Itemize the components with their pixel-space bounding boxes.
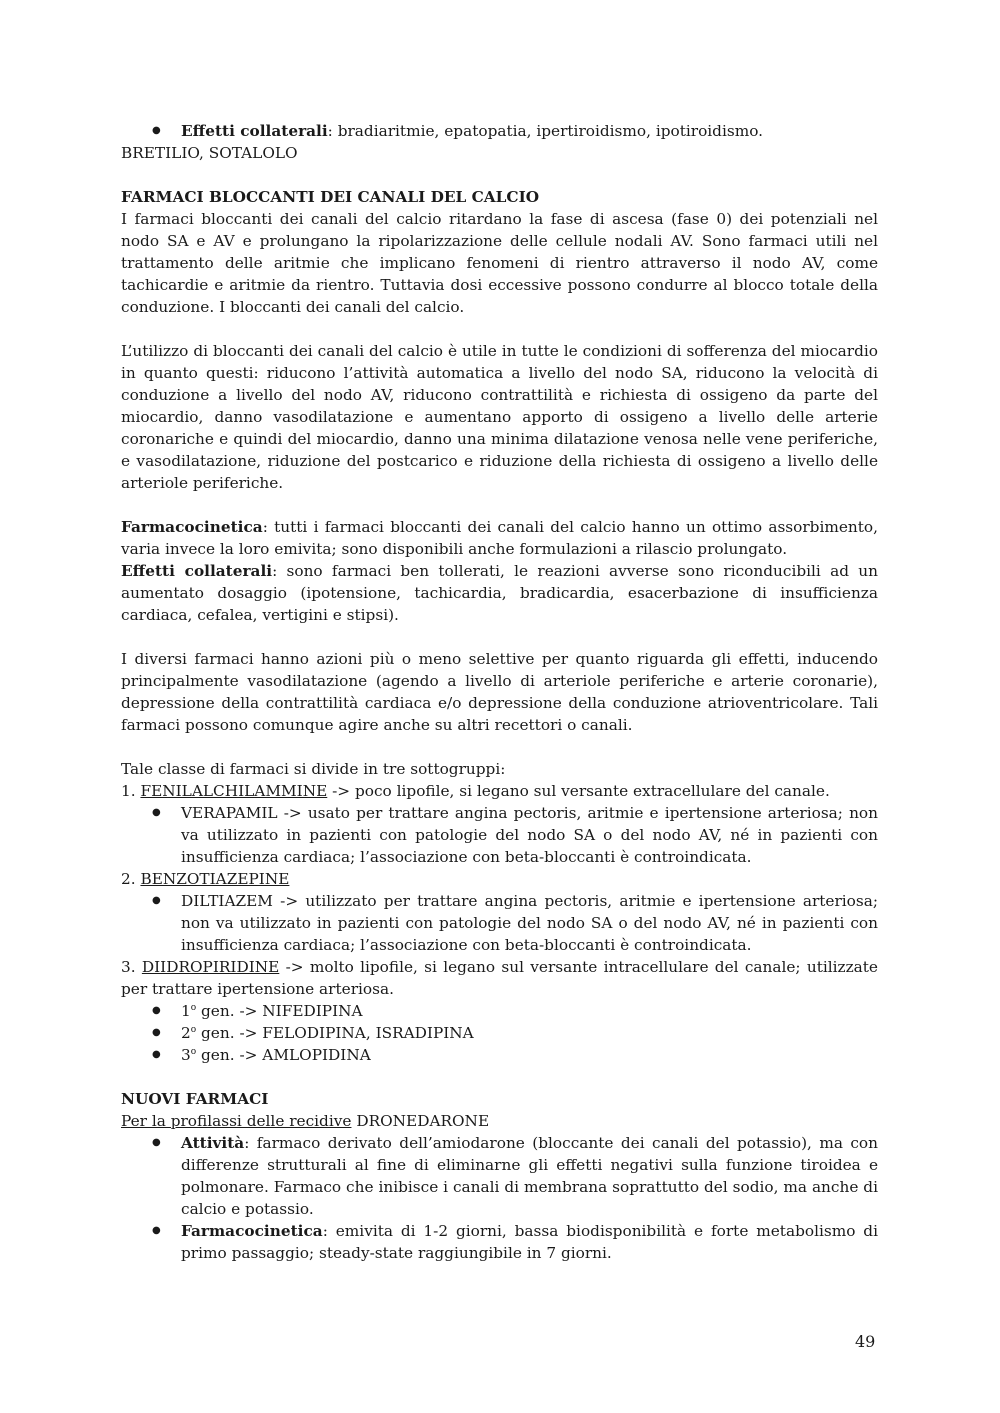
side-effects-text: : bradiaritmie, epatopatia, ipertiroidismo, ipotiroidismo. [327, 122, 764, 140]
bullet-icon: ● [152, 1027, 161, 1038]
calcium-heading: FARMACI BLOCCANTI DEI CANALI DEL CALCIO [121, 188, 540, 206]
new-drugs-heading: NUOVI FARMACI [121, 1090, 269, 1108]
page-number: 49 [855, 1332, 876, 1351]
group-1-line [121, 780, 878, 802]
side-effects-label: Effetti collaterali [181, 122, 328, 140]
calcium-paragraph-3: I diversi farmaci hanno azioni più o meno selettive per quanto riguarda gli effetti, inducendo principalmente vasodilatazione (agendo a livello di arteriole periferiche e arterie coronarie), depressione della contrattilità cardiaca e/o depressione della conduzione atrioventricolare. Tali farmaci possono comunque agire anche su altri recettori o canali. [121, 650, 878, 734]
group-3-desc: -> molto lipofile, si legano sul versante intracellulare del canale; utilizzate per trattare ipertensione arteriosa. [121, 958, 878, 998]
calcium-paragraph-1: I farmaci bloccanti dei canali del calcio ritardano la fase di ascesa (fase 0) dei potenziali nel nodo SA e AV e prolungano la ripolarizzazione delle cellule nodali AV. Sono farmaci utili nel trattamento delle aritmie che implicano fenomeni di rientro attraverso il nodo AV, come tachicardie e aritmie da rientro. Tuttavia dosi eccessive possono condurre al blocco totale della conduzione. I bloccanti dei canali del calcio. [121, 210, 878, 316]
generation-number: 2 [181, 1024, 191, 1042]
activity-label: Attività [181, 1134, 245, 1152]
group-2-number: 2. [121, 870, 141, 888]
generation-text: gen. -> FELODIPINA, ISRADIPINA [196, 1024, 474, 1042]
group-1-number: 1. [121, 782, 141, 800]
list-item [121, 890, 878, 956]
group-3-number: 3. [121, 958, 142, 976]
degree-sign: o [190, 1002, 197, 1013]
bullet-icon: ● [152, 125, 161, 136]
bullet-icon: ● [152, 1049, 161, 1060]
group-3-list [121, 1000, 878, 1066]
list-item [121, 802, 878, 868]
list-item [121, 1022, 878, 1044]
group-1-desc: -> poco lipofile, si legano sul versante extracellulare del canale. [327, 782, 830, 800]
list-item [121, 1044, 878, 1066]
bullet-icon: ● [152, 807, 161, 818]
pharmacokinetics-text: : emivita di 1-2 giorni, bassa biodisponibilità e forte metabolismo di primo passaggio; steady-state raggiungibile in 7 giorni. [181, 1222, 878, 1262]
pharmacokinetics-label: Farmacocinetica [181, 1222, 323, 1240]
group-3-line [121, 956, 878, 1000]
group-2-name: BENZOTIAZEPINE [140, 870, 290, 888]
new-drugs-intro-underlined: Per la profilassi delle recidive [121, 1112, 352, 1130]
subgroups-intro: Tale classe di farmaci si divide in tre sottogruppi: [121, 760, 506, 778]
list-item [121, 1132, 878, 1220]
calcium-side-effects [121, 560, 878, 626]
calcium-paragraph-2: L’utilizzo di bloccanti dei canali del calcio è utile in tutte le condizioni di sofferenza del miocardio in quanto questi: riducono l’attività automatica a livello del nodo SA, riducono la velocità di conduzione a livello del nodo AV, riducono contrattilità e richiesta di ossigeno da parte del miocardio, danno vasodilatazione e aumentano apporto di ossigeno a livello delle arterie coronariche e quindi del miocardio, danno una minima dilatazione venosa nelle vene periferiche, e vasodilatazione, riduzione del postcarico e riduzione della richiesta di ossigeno a livello delle arteriole periferiche. [121, 342, 878, 492]
group-1-name: FENILALCHILAMMINE [140, 782, 328, 800]
generation-number: 1 [181, 1002, 191, 1020]
new-drugs-list [121, 1132, 878, 1264]
group-3-name: DIIDROPIRIDINE [141, 958, 280, 976]
bullet-icon: ● [152, 895, 161, 906]
generation-number: 3 [181, 1046, 191, 1064]
list-item [121, 1000, 878, 1022]
generation-text: gen. -> NIFEDIPINA [196, 1002, 363, 1020]
list-item [121, 1220, 878, 1264]
bretilio-line: BRETILIO, SOTALOLO [121, 144, 298, 162]
diltiazem-text: DILTIAZEM -> utilizzato per trattare angina pectoris, aritmie e ipertensione arteriosa; non va utilizzato in pazienti con patologie del nodo SA o del nodo AV, né in pazienti con insufficienza cardiaca; l’associazione con beta-bloccanti è controindicata. [181, 892, 878, 954]
pharmacokinetics-text: : tutti i farmaci bloccanti dei canali del calcio hanno un ottimo assorbimento, varia invece la loro emivita; sono disponibili anche formulazioni a rilascio prolungato. [121, 518, 878, 558]
degree-sign: o [190, 1046, 197, 1057]
group-2-list [121, 890, 878, 956]
side-effects-label: Effetti collaterali [121, 562, 273, 580]
bullet-icon: ● [152, 1225, 161, 1236]
side-effects-list [121, 120, 878, 142]
calcium-pharmacokinetics [121, 516, 878, 560]
pharmacokinetics-label: Farmacocinetica [121, 518, 263, 536]
activity-text: : farmaco derivato dell’amiodarone (bloccante dei canali del potassio), ma con differenze strutturali al fine di eliminarne gli effetti negativi sulla funzione tiroidea e polmonare. Farmaco che inibisce i canali di membrana soprattutto del sodio, ma anche di calcio e potassio. [181, 1134, 878, 1218]
degree-sign: o [190, 1024, 197, 1035]
group-2-line [121, 868, 878, 890]
generation-text: gen. -> AMLOPIDINA [196, 1046, 371, 1064]
bullet-icon: ● [152, 1005, 161, 1016]
bullet-icon: ● [152, 1137, 161, 1148]
new-drugs-intro [121, 1110, 878, 1132]
side-effects-text: : sono farmaci ben tollerati, le reazioni avverse sono riconducibili ad un aumentato dosaggio (ipotensione, tachicardia, bradicardia, esacerbazione di insufficienza cardiaca, cefalea, vertigini e stipsi). [121, 562, 878, 624]
group-1-list [121, 802, 878, 868]
new-drugs-intro-rest: DRONEDARONE [351, 1112, 490, 1130]
verapamil-text: VERAPAMIL -> usato per trattare angina pectoris, aritmie e ipertensione arteriosa; non va utilizzato in pazienti con patologie del nodo SA o del nodo AV, né in pazienti con insufficienza cardiaca; l’associazione con beta-bloccanti è controindicata. [181, 804, 878, 866]
list-item [121, 120, 878, 142]
page-content [121, 120, 878, 1264]
